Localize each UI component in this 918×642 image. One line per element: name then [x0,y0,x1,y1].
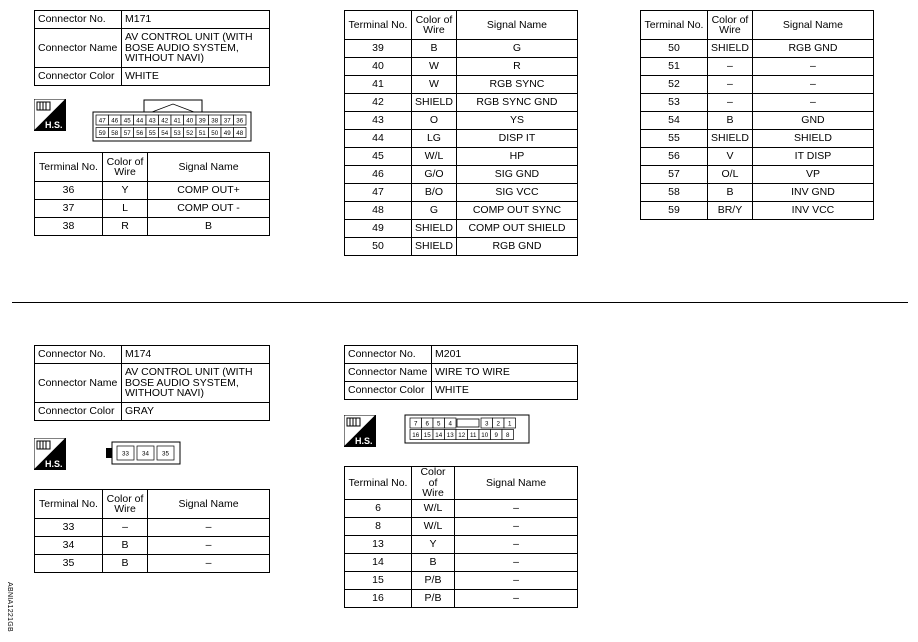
table-row [35,537,270,555]
pin-number: 49 [223,129,231,137]
pin-number: 34 [142,450,149,458]
pin-number: 57 [123,129,131,137]
wire-color-cell: P/B [412,571,455,589]
signal-name-cell: SHIELD [752,130,873,148]
terminal-no-header: Terminal No. [641,11,708,40]
terminal-no-header: Terminal No. [35,490,103,519]
pin-number: 7 [414,420,418,428]
terminal-no-cell: 34 [35,537,103,555]
signal-name-cell: HP [456,148,577,166]
wire-color-header: Color of Wire [412,11,457,40]
table-row [345,220,578,238]
table-row [345,94,578,112]
terminal-no-cell: 39 [345,40,412,58]
signal-name-cell: DISP IT [456,130,577,148]
section-divider [12,302,908,303]
table-row [641,184,874,202]
pin-number: 46 [111,117,119,125]
signal-name-cell: G [456,40,577,58]
signal-name-header: Signal Name [455,467,578,500]
table-row [345,184,578,202]
connector-color-value: WHITE [432,382,578,400]
terminal-no-cell: 42 [345,94,412,112]
terminal-no-cell: 46 [345,166,412,184]
pin-number: 38 [211,117,219,125]
m171-connector-face [92,98,252,142]
pin-number: 40 [186,117,194,125]
harness-side-icon [34,438,66,470]
m171-terminal-table [34,152,270,236]
pin-number: 43 [148,117,156,125]
terminal-no-cell: 52 [641,76,708,94]
terminal-no-cell: 48 [345,202,412,220]
figure-code: ABNIA1221GB [6,582,13,632]
table-row [35,182,270,200]
pin-number: 4 [448,420,452,428]
table-row [345,148,578,166]
signal-name-cell: INV VCC [752,202,873,220]
pin-number: 5 [437,420,441,428]
table-row [641,166,874,184]
pin-number: 36 [236,117,244,125]
table-row [641,148,874,166]
wire-color-cell: G/O [412,166,457,184]
signal-name-cell: COMP OUT+ [148,182,270,200]
pin-number: 42 [161,117,169,125]
wire-color-cell: SHIELD [412,94,457,112]
terminal-no-cell: 43 [345,112,412,130]
connector-color-value: WHITE [122,68,270,86]
signal-name-cell: VP [752,166,873,184]
wire-color-cell: B [103,555,148,573]
table-row [35,519,270,537]
signal-name-cell: – [752,58,873,76]
table-row [35,555,270,573]
table-row [345,202,578,220]
table-row [345,166,578,184]
table-row [345,535,578,553]
hs-label: H.S. [45,459,63,469]
pin-number: 9 [494,431,498,439]
connector-no-value: M201 [432,346,578,364]
m171-terminal-table-cont-2 [640,10,874,220]
wire-color-cell: L [103,200,148,218]
pin-number: 11 [470,431,477,439]
terminal-no-cell: 14 [345,553,412,571]
connector-name-value: AV CONTROL UNIT (WITH BOSE AUDIO SYSTEM, WITHOUT NAVI) [122,364,270,403]
pin-number: 33 [122,450,129,458]
pin-number: 39 [198,117,206,125]
key-slot [457,419,479,427]
terminal-no-cell: 16 [345,589,412,607]
signal-name-cell: B [148,218,270,236]
pin-number: 56 [136,129,144,137]
wire-color-cell: W/L [412,517,455,535]
pin-number: 14 [435,431,443,439]
wire-color-cell: W [412,76,457,94]
wire-color-cell: Y [103,182,148,200]
wire-color-cell: O/L [708,166,753,184]
m174-connector-info [34,345,270,421]
pin-number: 1 [508,420,512,428]
terminal-no-cell: 47 [345,184,412,202]
connector-color-label: Connector Color [35,68,122,86]
table-row [641,130,874,148]
connector-name-label: Connector Name [35,29,122,68]
connector-no-label: Connector No. [345,346,432,364]
signal-name-cell: COMP OUT - [148,200,270,218]
pin-number: 55 [148,129,156,137]
signal-name-cell: – [455,517,578,535]
pin-number: 37 [223,117,231,125]
wire-color-cell: B [708,184,753,202]
table-row [641,94,874,112]
wire-color-cell: Y [412,535,455,553]
wire-color-cell: B [708,112,753,130]
signal-name-cell: – [455,535,578,553]
terminal-no-cell: 56 [641,148,708,166]
pin-number: 47 [98,117,106,125]
connector-color-label: Connector Color [35,403,122,421]
pin-number: 16 [412,431,420,439]
table-row [345,112,578,130]
signal-name-cell: – [455,553,578,571]
table-row [345,589,578,607]
signal-name-cell: R [456,58,577,76]
pin-number: 3 [485,420,489,428]
m174-terminal-table [34,489,270,573]
signal-name-cell: – [455,571,578,589]
wire-color-header: Color of Wire [708,11,753,40]
m201-connector-info [344,345,578,400]
wire-color-cell: G [412,202,457,220]
terminal-no-cell: 58 [641,184,708,202]
wire-color-cell: SHIELD [412,238,457,256]
table-row [345,58,578,76]
terminal-no-cell: 54 [641,112,708,130]
wire-color-cell: – [103,519,148,537]
connector-no-label: Connector No. [35,346,122,364]
pin-number: 59 [98,129,106,137]
table-row [345,40,578,58]
wire-color-cell: LG [412,130,457,148]
table-row [641,40,874,58]
signal-name-cell: COMP OUT SYNC [456,202,577,220]
terminal-no-cell: 44 [345,130,412,148]
signal-name-cell: IT DISP [752,148,873,166]
pin-number: 58 [111,129,119,137]
wire-color-header: Color of Wire [412,467,455,500]
terminal-no-cell: 6 [345,499,412,517]
terminal-no-cell: 53 [641,94,708,112]
harness-side-icon [344,415,376,447]
wire-color-cell: SHIELD [708,40,753,58]
signal-name-cell: RGB GND [456,238,577,256]
wire-color-cell: SHIELD [708,130,753,148]
terminal-no-cell: 50 [345,238,412,256]
pin-number: 41 [173,117,181,125]
connector-color-label: Connector Color [345,382,432,400]
wire-color-cell: B [103,537,148,555]
signal-name-cell: – [752,76,873,94]
signal-name-cell: YS [456,112,577,130]
wire-color-cell: SHIELD [412,220,457,238]
terminal-no-cell: 36 [35,182,103,200]
harness-side-icon [34,99,66,131]
signal-name-cell: GND [752,112,873,130]
wire-color-cell: R [103,218,148,236]
pin-number: 10 [481,431,489,439]
table-row [345,130,578,148]
hs-label: H.S. [45,120,63,130]
signal-name-cell: – [455,499,578,517]
signal-name-cell: RGB SYNC GND [456,94,577,112]
table-row [345,238,578,256]
table-row [345,553,578,571]
signal-name-cell: RGB SYNC [456,76,577,94]
pin-number: 8 [506,431,510,439]
signal-name-header: Signal Name [148,490,270,519]
table-row [345,517,578,535]
connector-no-value: M171 [122,11,270,29]
wire-color-cell: – [708,76,753,94]
terminal-no-cell: 15 [345,571,412,589]
terminal-no-cell: 59 [641,202,708,220]
table-row [345,499,578,517]
signal-name-header: Signal Name [456,11,577,40]
pin-number: 54 [161,129,169,137]
signal-name-cell: COMP OUT SHIELD [456,220,577,238]
terminal-no-header: Terminal No. [345,467,412,500]
signal-name-cell: – [148,537,270,555]
terminal-no-cell: 49 [345,220,412,238]
wire-color-cell: B [412,40,457,58]
connector-color-value: GRAY [122,403,270,421]
signal-name-cell: – [455,589,578,607]
terminal-no-cell: 13 [345,535,412,553]
terminal-no-cell: 35 [35,555,103,573]
wire-color-header: Color of Wire [103,153,148,182]
connector-name-value: AV CONTROL UNIT (WITH BOSE AUDIO SYSTEM, WITHOUT NAVI) [122,29,270,68]
table-row [35,200,270,218]
pin-number: 53 [173,129,181,137]
terminal-no-cell: 51 [641,58,708,76]
table-row [35,218,270,236]
pin-number: 13 [446,431,454,439]
m171-terminal-table-cont-1 [344,10,578,256]
pin-number: 15 [423,431,431,439]
signal-name-cell: SIG VCC [456,184,577,202]
signal-name-cell: – [148,555,270,573]
terminal-no-header: Terminal No. [35,153,103,182]
pin-number: 51 [198,129,206,137]
connector-no-value: M174 [122,346,270,364]
table-row [641,112,874,130]
signal-name-cell: – [148,519,270,537]
table-row [345,571,578,589]
terminal-no-cell: 45 [345,148,412,166]
terminal-no-cell: 40 [345,58,412,76]
wire-color-cell: P/B [412,589,455,607]
terminal-no-cell: 33 [35,519,103,537]
pin-number: 2 [496,420,500,428]
connector-name-value: WIRE TO WIRE [432,364,578,382]
pin-number: 52 [186,129,194,137]
pin-number: 50 [211,129,219,137]
signal-name-cell: – [752,94,873,112]
signal-name-header: Signal Name [148,153,270,182]
wire-color-cell: – [708,58,753,76]
wire-color-cell: B [412,553,455,571]
table-row [641,76,874,94]
signal-name-cell: SIG GND [456,166,577,184]
pin-number: 48 [236,129,244,137]
wire-color-cell: W/L [412,499,455,517]
connector-no-label: Connector No. [35,11,122,29]
terminal-no-cell: 57 [641,166,708,184]
m201-connector-face [404,414,530,444]
wire-color-cell: BR/Y [708,202,753,220]
pin-number: 35 [162,450,169,458]
wire-color-cell: V [708,148,753,166]
terminal-no-cell: 38 [35,218,103,236]
signal-name-header: Signal Name [752,11,873,40]
table-row [641,58,874,76]
signal-name-cell: INV GND [752,184,873,202]
m201-terminal-table [344,466,578,608]
pin-number: 12 [458,431,466,439]
signal-name-cell: RGB GND [752,40,873,58]
pin-number: 45 [123,117,131,125]
pin-number: 44 [136,117,144,125]
wire-color-cell: – [708,94,753,112]
wire-color-header: Color of Wire [103,490,148,519]
terminal-no-cell: 37 [35,200,103,218]
pin-number: 6 [425,420,429,428]
terminal-no-header: Terminal No. [345,11,412,40]
terminal-no-cell: 41 [345,76,412,94]
table-row [641,202,874,220]
connector-name-label: Connector Name [35,364,122,403]
terminal-no-cell: 8 [345,517,412,535]
terminal-no-cell: 50 [641,40,708,58]
wire-color-cell: W [412,58,457,76]
wire-color-cell: W/L [412,148,457,166]
wire-color-cell: O [412,112,457,130]
wire-color-cell: B/O [412,184,457,202]
m171-connector-info [34,10,270,86]
connector-name-label: Connector Name [345,364,432,382]
terminal-no-cell: 55 [641,130,708,148]
hs-label: H.S. [355,436,373,446]
table-row [345,76,578,94]
m174-connector-face [104,441,182,465]
